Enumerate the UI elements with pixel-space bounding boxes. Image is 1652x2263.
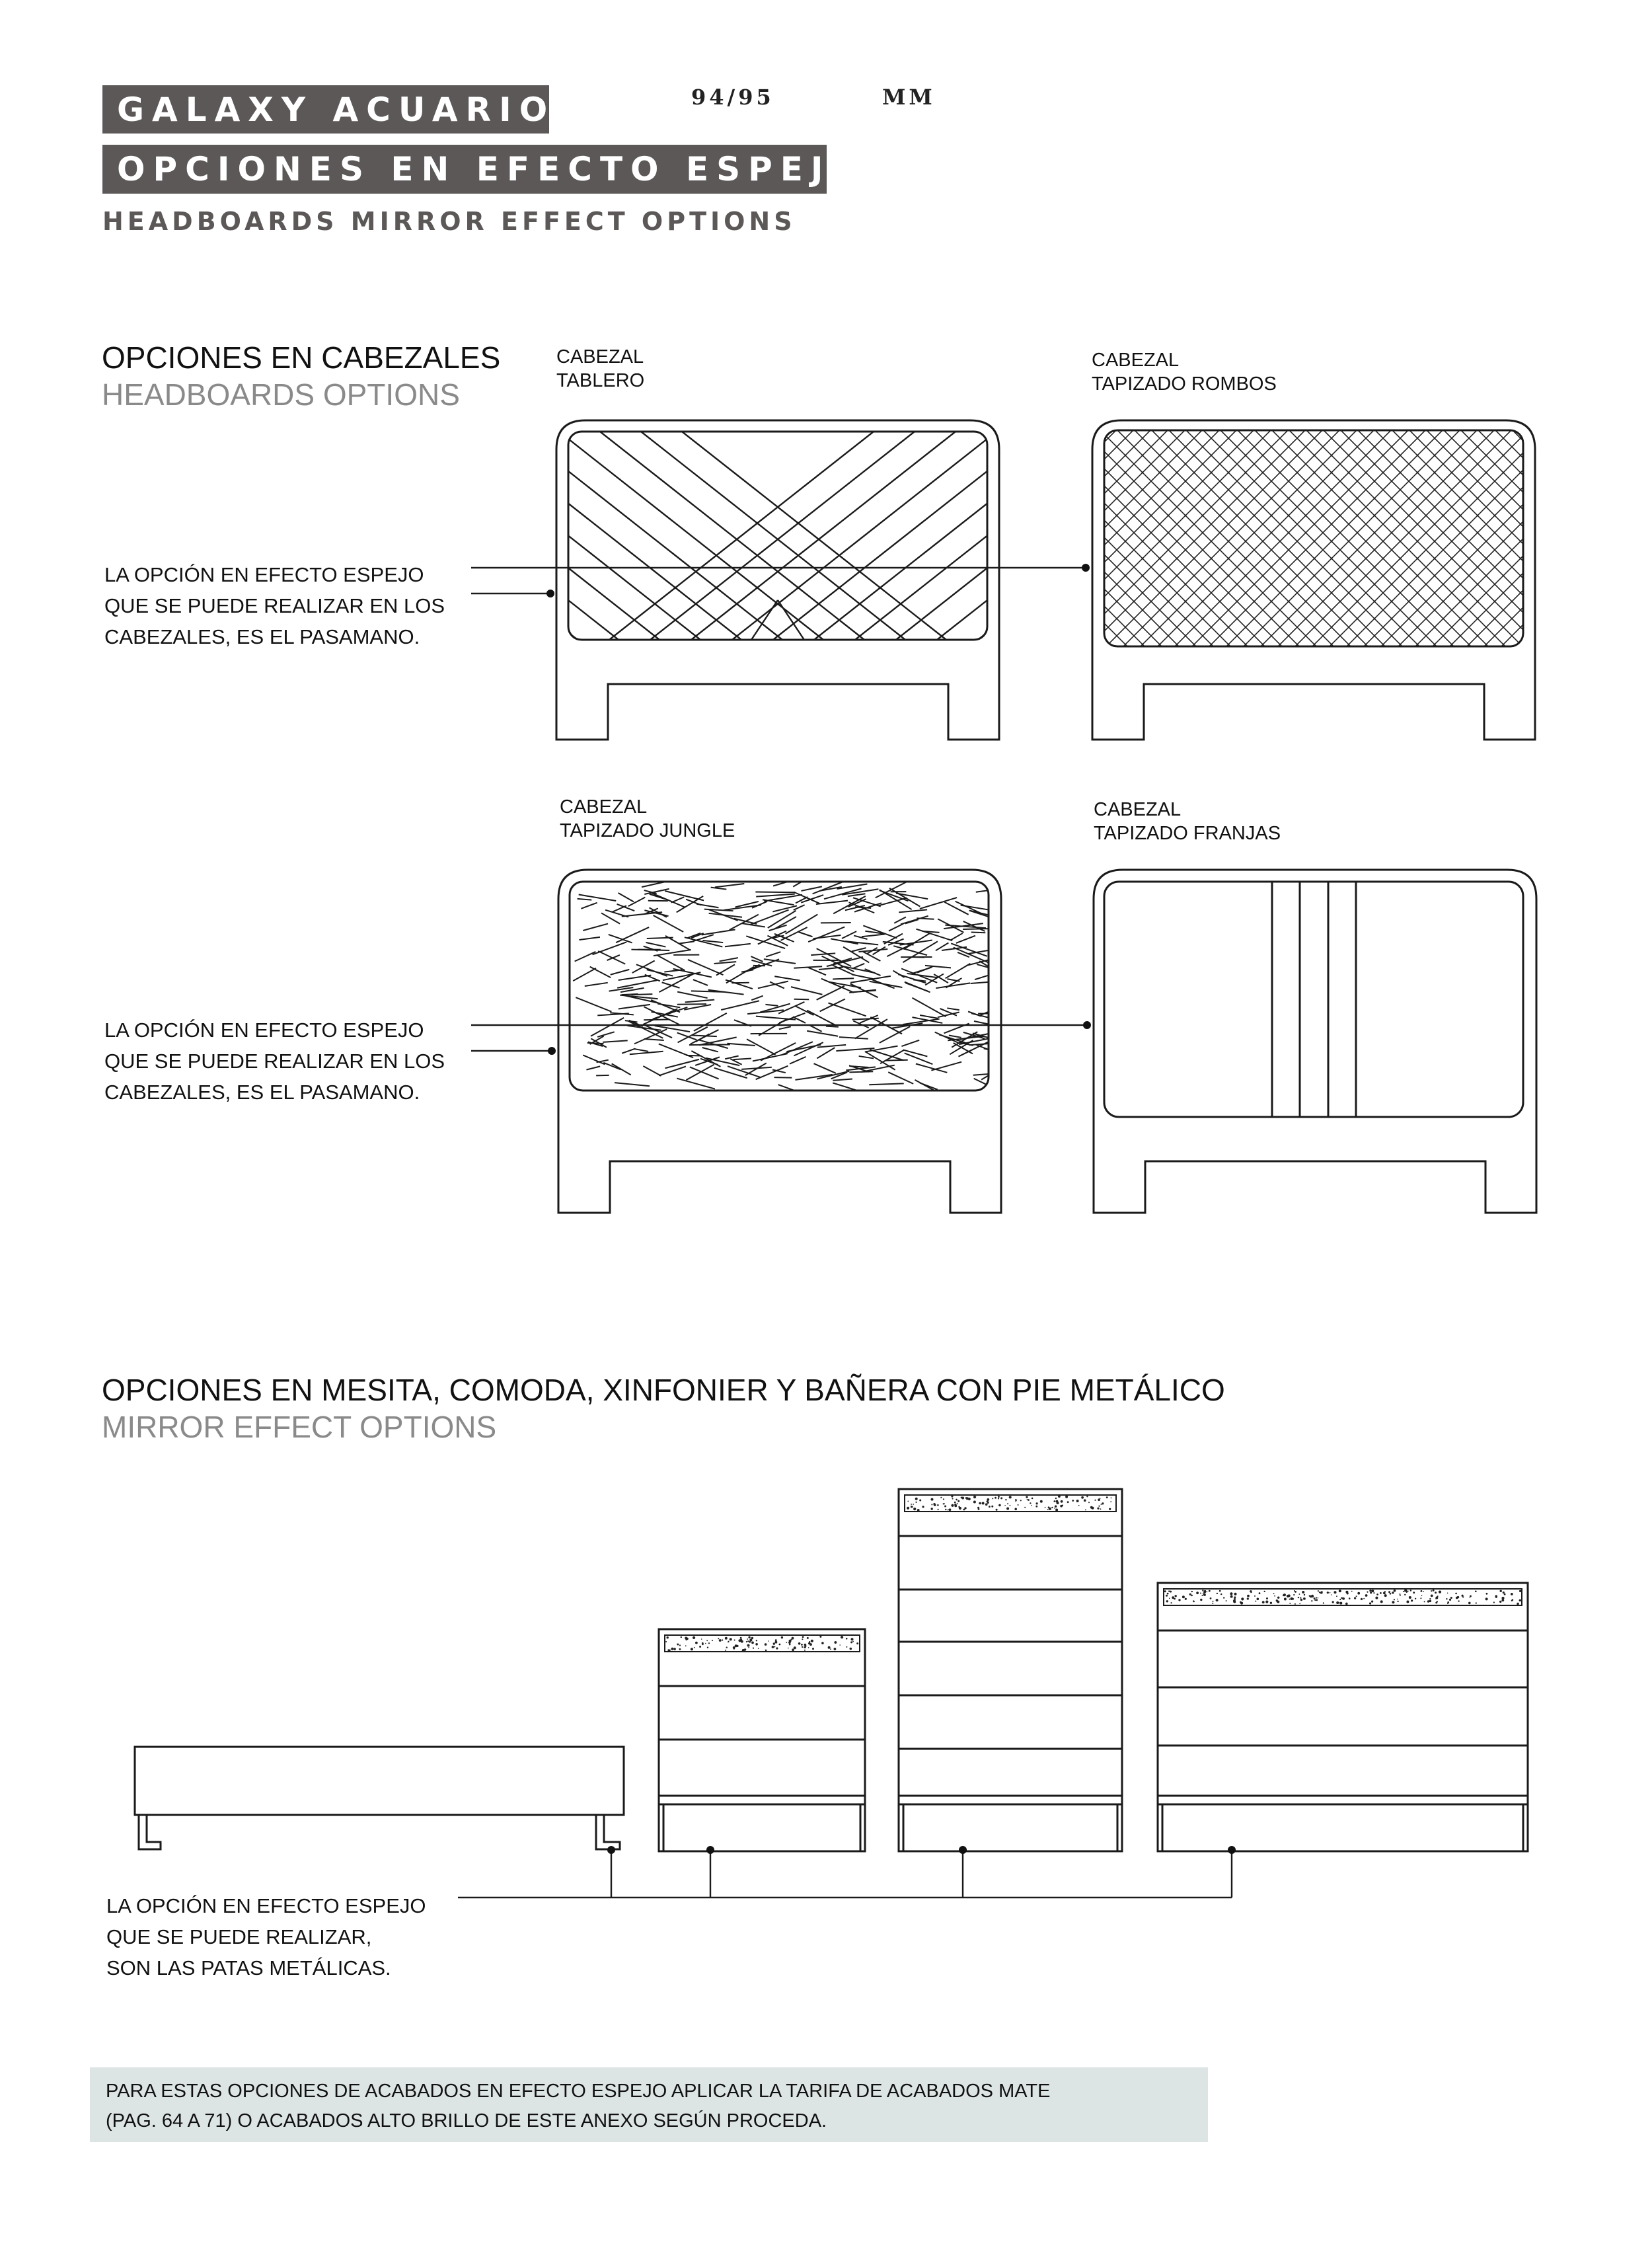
headboard-label-jungle: CABEZAL TAPIZADO JUNGLE [560, 796, 735, 841]
pricing-note-line-2: (PAG. 64 A 71) O ACABADOS ALTO BRILLO DE ESTE ANEXO SEGÚN PROCEDA. [106, 2110, 827, 2131]
furniture-bench [135, 1747, 624, 1849]
headboard-label-rombos: CABEZAL TAPIZADO ROMBOS [1092, 350, 1277, 395]
headboards-section-title: OPCIONES EN CABEZALES [102, 340, 501, 375]
furniture-leader-lines [458, 1850, 1232, 1898]
headboard-label-franjas: CABEZAL TAPIZADO FRANJAS [1094, 799, 1281, 844]
page-number: 94/95 [691, 85, 774, 110]
furniture-section-title: OPCIONES EN MESITA, COMODA, XINFONIER Y BAÑERA CON PIE METÁLICO [102, 1373, 1225, 1407]
furniture-mesita [659, 1629, 865, 1851]
brand-title: GALAXY ACUARIO [117, 90, 556, 129]
collection-code: MM [882, 85, 936, 110]
furniture-section-subtitle: MIRROR EFFECT OPTIONS [102, 1410, 497, 1444]
headboard-note-bottom: LA OPCIÓN EN EFECTO ESPEJO QUE SE PUEDE REALIZAR EN LOS CABEZALES, ES EL PASAMANO. [104, 1018, 445, 1104]
headboard-rombos [1092, 420, 1535, 740]
headboard-franjas [1094, 870, 1536, 1213]
headboard-note-top: LA OPCIÓN EN EFECTO ESPEJO QUE SE PUEDE REALIZAR EN LOS CABEZALES, ES EL PASAMANO. [104, 563, 445, 648]
furniture-comoda [1158, 1583, 1528, 1851]
page-subtitle: HEADBOARDS MIRROR EFFECT OPTIONS [102, 207, 796, 236]
leader-dots [546, 564, 1236, 1854]
page-title: OPCIONES EN EFECTO ESPEJO [117, 150, 868, 188]
headboard-label-tablero: CABEZAL TABLERO [556, 346, 645, 391]
pricing-note-line-1: PARA ESTAS OPCIONES DE ACABADOS EN EFECTO ESPEJO APLICAR LA TARIFA DE ACABADOS MATE [106, 2081, 1051, 2102]
furniture-note: LA OPCIÓN EN EFECTO ESPEJO QUE SE PUEDE REALIZAR, SON LAS PATAS METÁLICAS. [106, 1894, 426, 1979]
headboards-section-subtitle: HEADBOARDS OPTIONS [102, 377, 460, 412]
furniture-xinfonier [899, 1489, 1122, 1851]
headboard-jungle [558, 868, 1015, 1213]
